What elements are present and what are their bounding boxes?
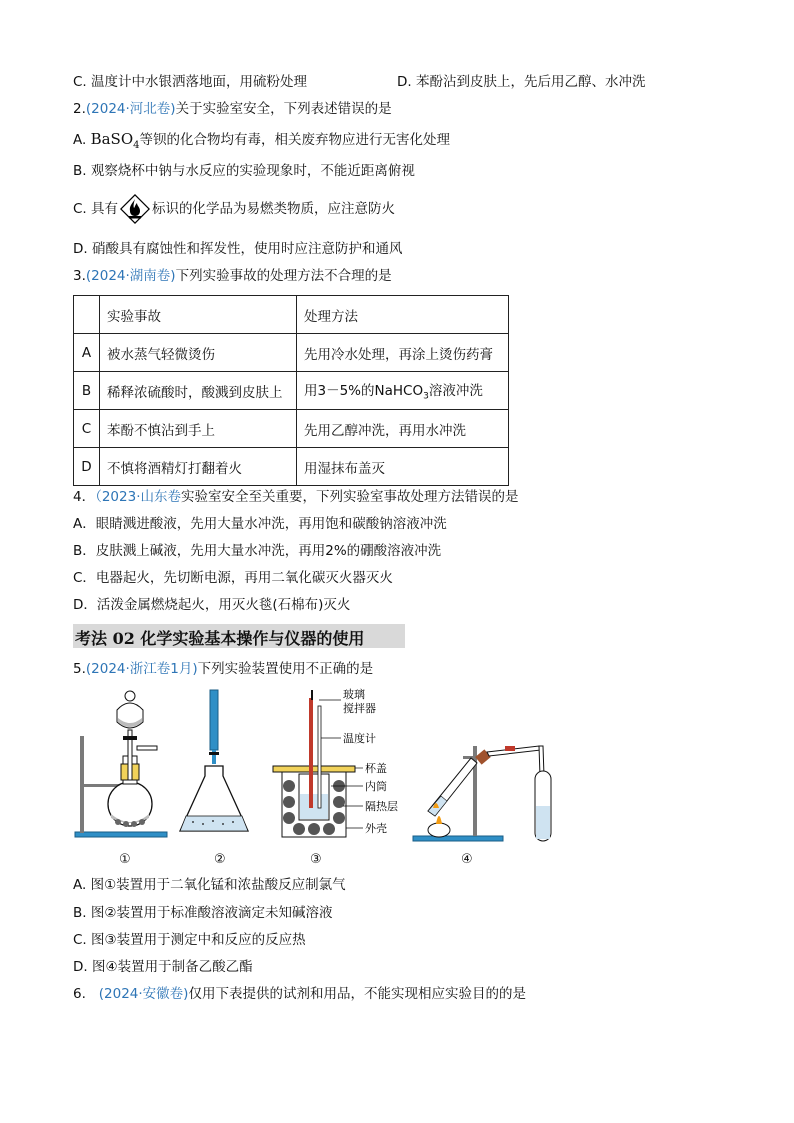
table-row bbox=[74, 448, 509, 486]
q2-option-a-text: 等钡的化合物均有毒，相关废弃物应进行无害化处理 bbox=[139, 132, 451, 148]
accident-table bbox=[73, 295, 509, 486]
label-thermometer: 温度计 bbox=[343, 732, 376, 745]
figure-caption-4: ④ bbox=[461, 852, 473, 867]
apparatus-4-ester-preparation bbox=[413, 746, 551, 841]
apparatus-figure bbox=[73, 686, 563, 851]
row-accident: 稀释浓硫酸时，酸溅到皮肤上 bbox=[100, 372, 297, 410]
apparatus-2-titration bbox=[180, 690, 248, 831]
row-key: D bbox=[74, 448, 100, 486]
q3-number: 3. bbox=[73, 268, 86, 284]
figure-caption-1: ① bbox=[119, 852, 131, 867]
row-key: C bbox=[74, 410, 100, 448]
q4-stem bbox=[73, 488, 519, 506]
q1-option-d: D. 苯酚沾到皮肤上，先后用乙醇、水冲洗 bbox=[397, 74, 646, 90]
q5-source: (2024·浙江卷1月) bbox=[85, 661, 198, 677]
table-header-cell: 实验事故 bbox=[100, 296, 297, 334]
label-stirrer: 搅拌器 bbox=[343, 702, 376, 715]
method-text: 用3－5%的NaHCO bbox=[304, 383, 424, 400]
row-accident: 不慎将酒精灯打翻着火 bbox=[100, 448, 297, 486]
q6-stem bbox=[73, 985, 526, 1003]
q4-option-c: C．电器起火，先切断电源，再用二氧化碳灭火器灭火 bbox=[73, 570, 393, 586]
q4-option-d: D．活泼金属燃烧起火，用灭火毯(石棉布)灭火 bbox=[73, 597, 351, 613]
method-subscript: 3 bbox=[423, 391, 429, 402]
q6-source: (2024·安徽卷) bbox=[98, 986, 189, 1002]
row-accident: 被水蒸气轻微烫伤 bbox=[100, 334, 297, 372]
label-lid: 杯盖 bbox=[365, 762, 387, 775]
table-header-row bbox=[74, 296, 509, 334]
label-inner-cup: 内筒 bbox=[365, 780, 387, 793]
q2-number: 2. bbox=[73, 101, 86, 117]
q5-number: 5. bbox=[73, 661, 86, 677]
q2-stem bbox=[73, 100, 392, 118]
table-header-cell: 处理方法 bbox=[297, 296, 509, 334]
q6-number: 6. bbox=[73, 986, 86, 1002]
q2-option-c-pre: C. 具有 bbox=[73, 201, 119, 217]
q5-option-a: A. 图①装置用于二氧化锰和浓盐酸反应制氯气 bbox=[73, 877, 346, 893]
section-banner bbox=[73, 624, 405, 648]
q5-stem bbox=[73, 660, 373, 678]
q4-option-b: B．皮肤溅上碱液，先用大量水冲洗，再用2%的硼酸溶液冲洗 bbox=[73, 543, 442, 559]
row-method: 用湿抹布盖灭 bbox=[297, 448, 509, 486]
flammable-hazard-icon bbox=[120, 194, 150, 224]
q4-source: （2023·山东卷 bbox=[95, 489, 181, 505]
q2-option-d: D. 硝酸具有腐蚀性和挥发性，使用时应注意防护和通风 bbox=[73, 241, 403, 257]
q5-option-d: D. 图④装置用于制备乙酸乙酯 bbox=[73, 959, 253, 975]
q5-option-c: C. 图③装置用于测定中和反应的反应热 bbox=[73, 932, 306, 948]
q4-number: 4． bbox=[73, 489, 96, 505]
q4-option-a: A．眼睛溅进酸液，先用大量水冲洗，再用饱和碳酸钠溶液冲洗 bbox=[73, 516, 447, 532]
row-accident: 苯酚不慎沾到手上 bbox=[100, 410, 297, 448]
section-title: 考法 02 化学实验基本操作与仪器的使用 bbox=[75, 629, 365, 648]
q5-question: 下列实验装置使用不正确的是 bbox=[197, 661, 374, 677]
row-method: 先用冷水处理，再涂上烫伤药膏 bbox=[297, 334, 509, 372]
q2-option-c-post: 标识的化学品为易燃类物质，应注意防火 bbox=[152, 201, 396, 217]
row-method: 先用乙醇冲洗，再用水冲洗 bbox=[297, 410, 509, 448]
apparatus-1-chlorine-generator bbox=[75, 691, 167, 837]
q2-source: (2024·河北卷) bbox=[85, 101, 176, 117]
table-row bbox=[74, 334, 509, 372]
figure-caption-2: ② bbox=[214, 852, 226, 867]
label-glass: 玻璃 bbox=[343, 688, 365, 701]
q4-question: 实验室安全至关重要，下列实验室事故处理方法错误的是 bbox=[181, 489, 519, 505]
label-shell: 外壳 bbox=[365, 822, 387, 835]
q1-option-c: C. 温度计中水银洒落地面，用硫粉处理 bbox=[73, 74, 308, 90]
method-text-end: 溶液冲洗 bbox=[428, 383, 483, 400]
table-row bbox=[74, 372, 509, 410]
q5-option-b: B. 图②装置用于标准酸溶液滴定未知碱溶液 bbox=[73, 905, 333, 921]
q2-option-a-letter: A. bbox=[73, 132, 87, 148]
q2-option-c bbox=[73, 192, 395, 226]
label-insulation: 隔热层 bbox=[365, 800, 398, 813]
row-method bbox=[297, 372, 509, 410]
table-header-cell bbox=[74, 296, 100, 334]
figure-caption-3: ③ bbox=[310, 852, 322, 867]
formula-main: BaSO bbox=[90, 130, 134, 148]
row-key: A bbox=[74, 334, 100, 372]
formula-subscript: 4 bbox=[133, 140, 140, 151]
q3-source: (2024·湖南卷) bbox=[85, 268, 176, 284]
apparatus-3-calorimeter bbox=[273, 687, 398, 837]
q2-question: 关于实验室安全，下列表述错误的是 bbox=[175, 101, 392, 117]
q2-option-a bbox=[73, 130, 450, 155]
q3-question: 下列实验事故的处理方法不合理的是 bbox=[175, 268, 392, 284]
row-key: B bbox=[74, 372, 100, 410]
q2-option-b: B. 观察烧杯中钠与水反应的实验现象时，不能近距离俯视 bbox=[73, 163, 415, 179]
q2-option-a-formula bbox=[90, 130, 140, 151]
table-row bbox=[74, 410, 509, 448]
q3-stem bbox=[73, 267, 392, 285]
q6-question: 仅用下表提供的试剂和用品，不能实现相应实验目的的是 bbox=[188, 986, 526, 1002]
